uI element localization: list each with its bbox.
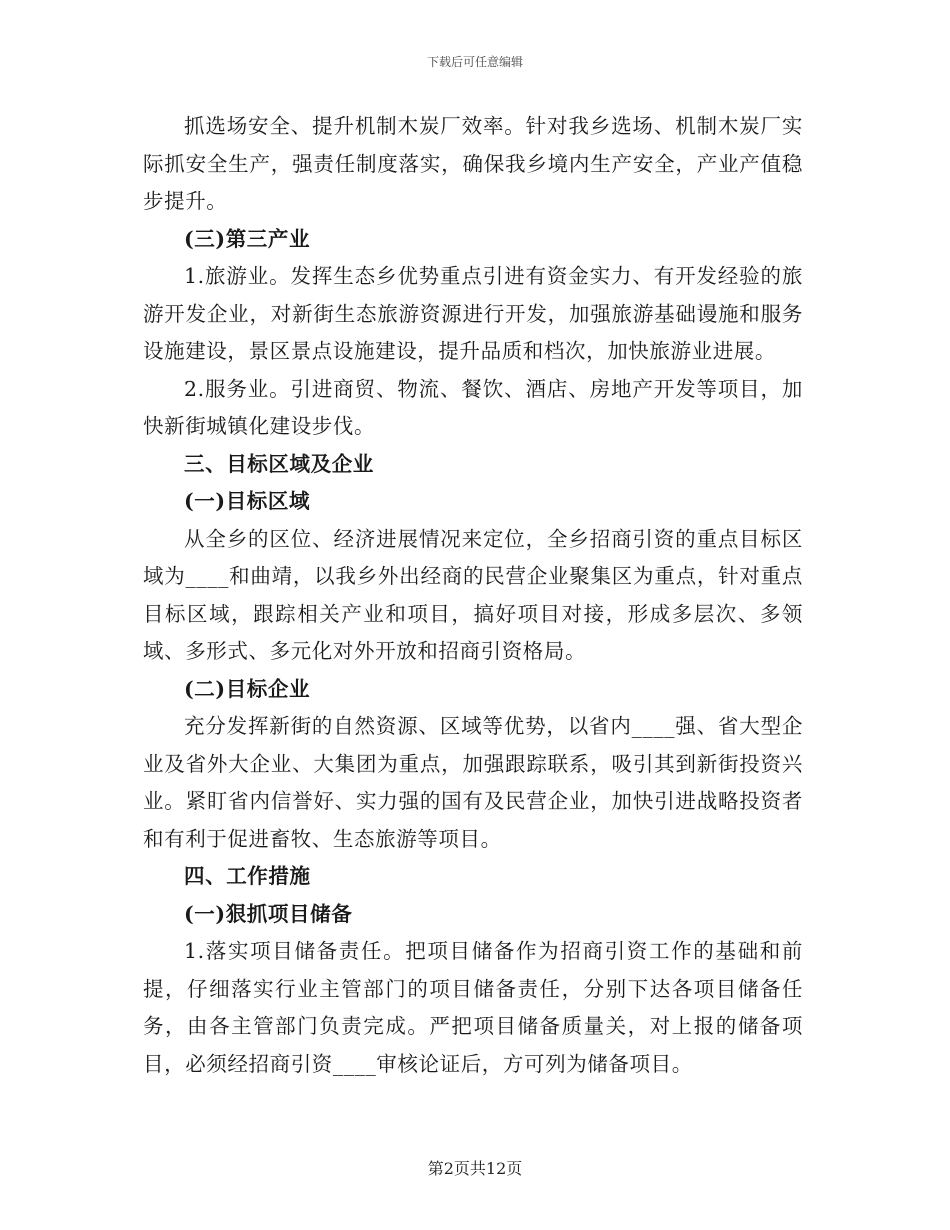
paragraph: 2.服务业。引进商贸、物流、餐饮、酒店、房地产开发等项目，加快新街城镇化建设步伐。: [143, 376, 803, 438]
section-heading: (一)目标区域: [184, 489, 311, 513]
paragraph: 充分发挥新街的自然资源、区域等优势，以省内____强、省大型企业及省外大企业、大集团为重点，加强跟踪联系，吸引其到新街投资兴业。紧盯省内信誉好、实力强的国有及民营企业，加快引进战略投资者和有利于促进畜牧、生态旅游等项目。: [143, 714, 803, 851]
section-heading: (二)目标企业: [184, 676, 311, 701]
paragraph: 1.落实项目储备责任。把项目储备作为招商引资工作的基础和前提，仔细落实行业主管部门的项目储备责任，分别下达各项目储备任务，由各主管部门负责完成。严把项目储备质量关，对上报的储备项目，必须经招商引资____审核论证后，方可列为储备项目。: [143, 939, 803, 1076]
paragraph: 抓选场安全、提升机制木炭厂效率。针对我乡选场、机制木炭厂实际抓安全生产，强责任制度落实，确保我乡境内生产安全，产业产值稳步提升。: [143, 114, 803, 213]
paragraph: 从全乡的区位、经济进展情况来定位，全乡招商引资的重点目标区域为____和曲靖，以我乡外出经商的民营企业聚集区为重点，针对重点目标区域，跟踪相关产业和项目，搞好项目对接，形成多层次、多领域、多形式、多元化对外开放和招商引资格局。: [143, 526, 803, 663]
page-header: 下载后可任意编辑: [426, 55, 523, 69]
section-heading: (一)狠抓项目储备: [184, 901, 353, 926]
section-heading: 三、目标区域及企业: [184, 451, 374, 476]
document-body: [143, 108, 803, 1083]
page-number: 第2页共12页: [427, 1159, 523, 1178]
paragraph: 1.旅游业。发挥生态乡优势重点引进有资金实力、有开发经验的旅游开发企业，对新街生态旅游资源进行开发，加强旅游基础谩施和服务设施建设，景区景点设施建设，提升品质和档次，加快旅游业进展。: [143, 264, 803, 363]
section-heading: 四、工作措施: [184, 864, 311, 888]
section-heading: (三)第三产业: [184, 226, 311, 251]
